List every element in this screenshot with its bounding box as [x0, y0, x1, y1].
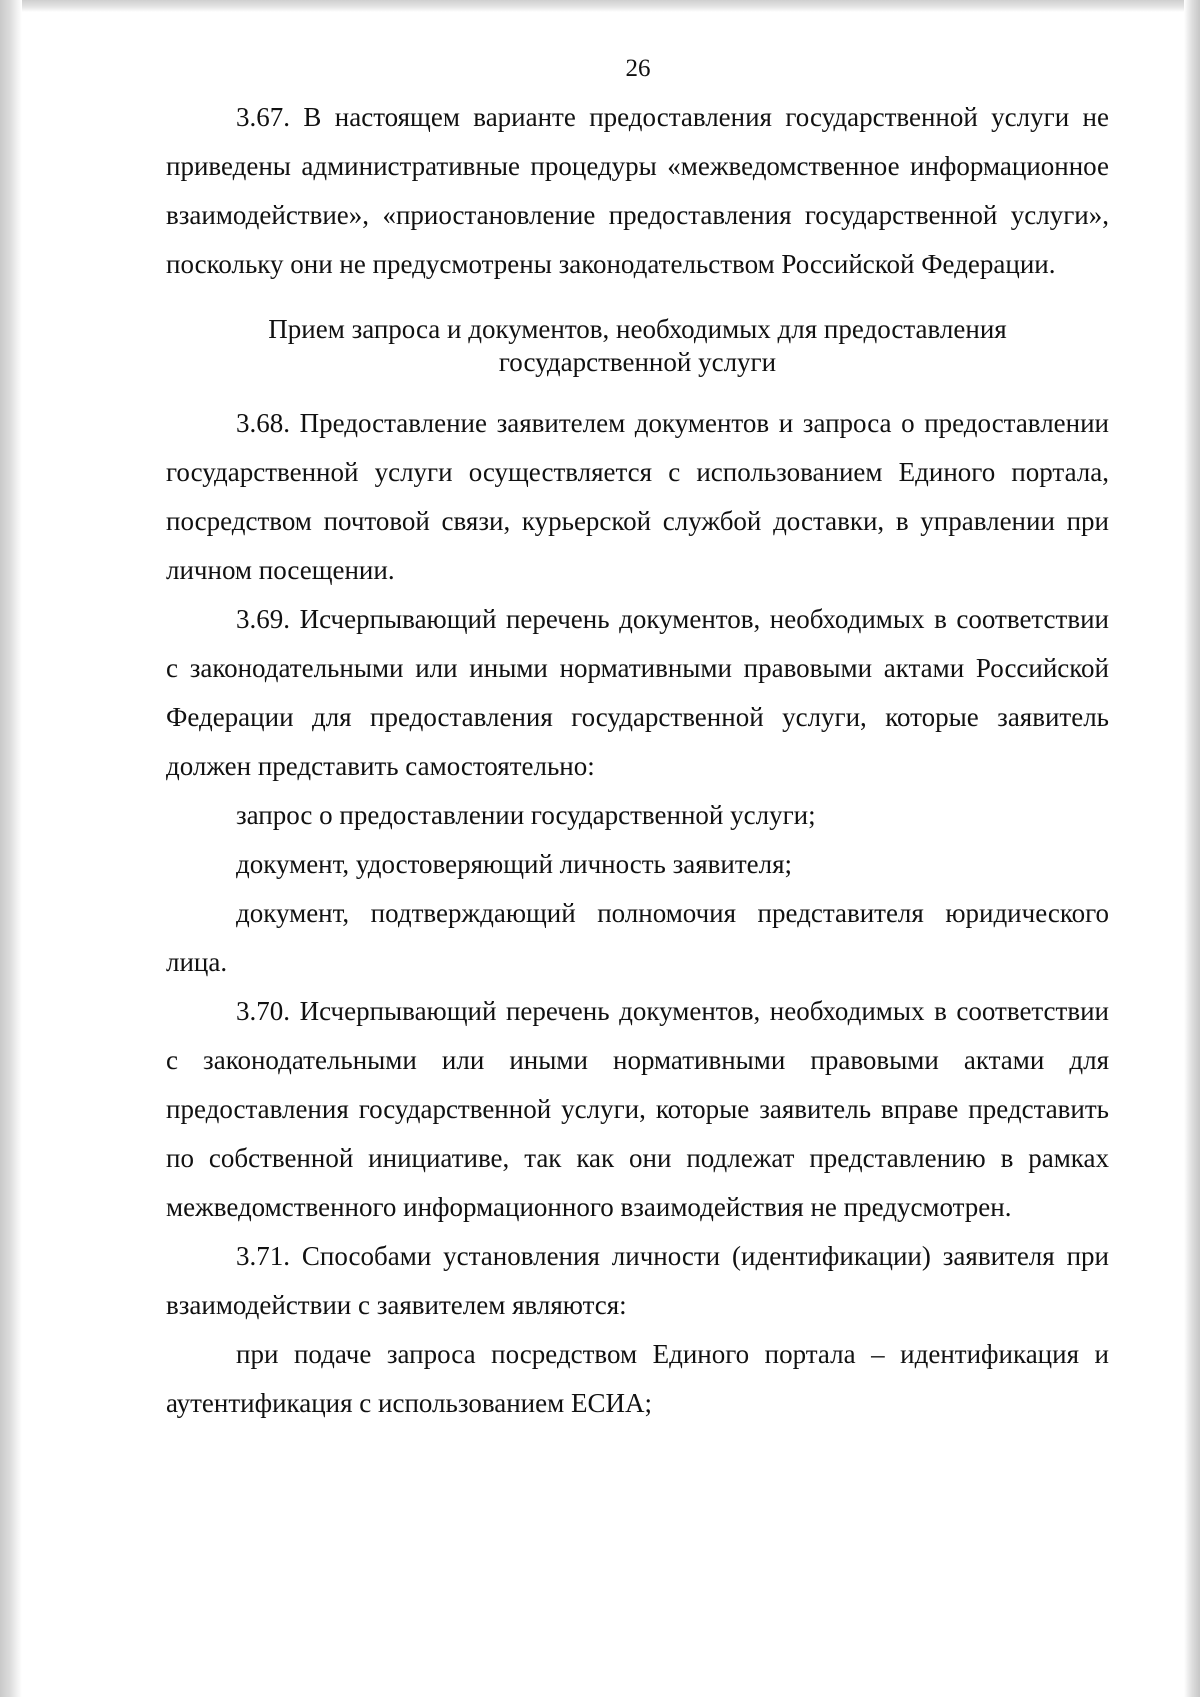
section-heading-line-2: государственной услуги: [498, 347, 777, 377]
section-heading-line-1: Прием запроса и документов, необходимых для предоставления: [268, 314, 1007, 344]
list-item-esia: при подаче запроса посредством Единого портала – идентификация и аутентификация с использованием ЕСИА;: [166, 1339, 1109, 1418]
paragraph-3-68: 3.68. Предоставление заявителем документов и запроса о предоставлении государственной услуги осуществляется с использованием Единого портала, посредством почтовой связи, курьерской службой доставки, в управлении при личном посещении.: [166, 408, 1109, 585]
page-number: 26: [625, 55, 651, 82]
list-item-identity-document: документ, удостоверяющий личность заявителя;: [236, 849, 793, 879]
paragraph-3-71: 3.71. Способами установления личности (идентификации) заявителя при взаимодействии с заявителем являются:: [166, 1241, 1109, 1320]
document-body: [166, 93, 1109, 1428]
section-heading: [166, 313, 1109, 379]
list-item-authority-document: документ, подтверждающий полномочия представителя юридического лица.: [166, 898, 1109, 977]
list-item-request: запрос о предоставлении государственной услуги;: [236, 800, 816, 830]
paragraph-3-67: 3.67. В настоящем варианте предоставления государственной услуги не приведены административные процедуры «межведомственное информационное взаимодействие», «приостановление предоставления государственной услуги», поскольку они не предусмотрены законодательством Российской Федерации.: [166, 102, 1109, 279]
paragraph-3-69: 3.69. Исчерпывающий перечень документов, необходимых в соответствии с законодательными или иными нормативными правовыми актами Российской Федерации для предоставления государственной услуги, которые заявитель должен представить самостоятельно:: [166, 604, 1109, 781]
paragraph-3-70: 3.70. Исчерпывающий перечень документов, необходимых в соответствии с законодательными или иными нормативными правовыми актами для предоставления государственной услуги, которые заявитель вправе представить по собственной инициативе, так как они подлежат представлению в рамках межведомственного информационного взаимодействия не предусмотрен.: [166, 996, 1109, 1222]
